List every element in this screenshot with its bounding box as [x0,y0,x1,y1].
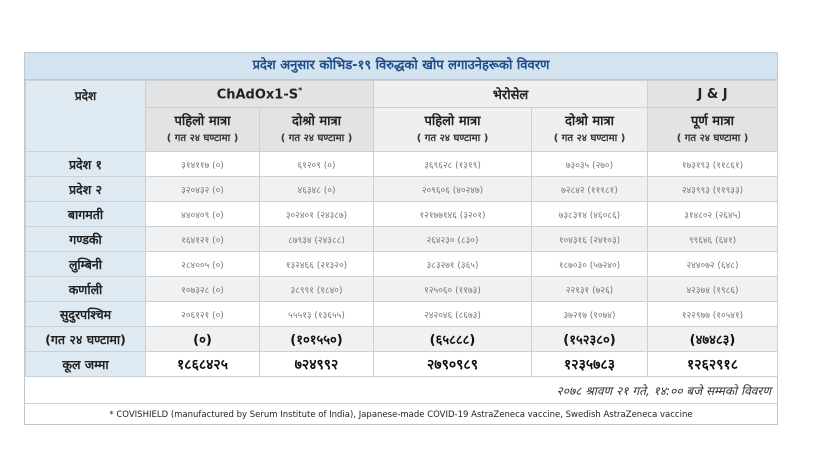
table-cell: (४७४८३) [648,327,778,352]
table-cell: १६४१२१ (०) [146,227,260,252]
province-name: सुदुरपश्चिम [26,302,146,327]
table-cell: २७९०९८९ [374,352,532,377]
table-cell: ३७२१७ (१०७४) [532,302,648,327]
table-cell: ९९६४६ (६४१) [648,227,778,252]
table-cell: २०६१२१ (०) [146,302,260,327]
table-cell: (६५८८८) [374,327,532,352]
header-row-groups [26,81,778,108]
province-name: गण्डकी [26,227,146,252]
table-cell: ६१२०९ (०) [260,152,374,177]
province-name: प्रदेश १ [26,152,146,177]
table-cell: १७३१९३ (११८६१) [648,152,778,177]
province-header: प्रदेश [26,81,146,152]
chadox-second-dose-header: दोश्रो मात्रा ( गत २४ घण्टामा ) [260,108,374,152]
verocell-first-dose-header: पहिलो मात्रा ( गत २४ घण्टामा ) [374,108,532,152]
last-24-hours-row [26,327,778,352]
table-row [26,202,778,227]
table-cell: १८७०३० (५७२४०) [532,252,648,277]
table-cell: १२३५७८३ [532,352,648,377]
table-cell: १८६८४२५ [146,352,260,377]
table-cell: २४३९९३ (११९३३) [648,177,778,202]
table-cell: ४४०४०९ (०) [146,202,260,227]
jj-header: J & J [648,81,778,108]
table-cell: ३८३२७१ (३६५) [374,252,532,277]
table-cell: ७२८४२ (१११८१) [532,177,648,202]
table-cell: १३२४६६ (२१३२०) [260,252,374,277]
table-title: प्रदेश अनुसार कोभिड-१९ विरुद्धको खोप लगाउनेहरूको विवरण [25,53,777,80]
vaccination-table-frame [24,52,778,425]
footnote: * COVISHIELD (manufactured by Serum Institute of India), Japanese-made COVID-19 AstraZeneca vaccine, Swedish AstraZeneca vaccine [25,403,777,426]
table-cell: ७३०३५ (२७०) [532,152,648,177]
table-row [26,227,778,252]
chadox-first-dose-header: पहिलो मात्रा ( गत २४ घण्टामा ) [146,108,260,152]
table-row [26,302,778,327]
table-cell: ७३८३१४ (४६०८६) [532,202,648,227]
table-cell: २८४००५ (०) [146,252,260,277]
table-cell: ७२४९९२ [260,352,374,377]
last-24-hours-label: (गत २४ घण्टामा) [26,327,146,352]
table-cell: (१०१५५०) [260,327,374,352]
table-cell: (१५२३८०) [532,327,648,352]
table-cell: १२५०६० (११७३) [374,277,532,302]
table-row [26,252,778,277]
table-cell: ४२३७४ (१९८६) [648,277,778,302]
table-cell: २४२०४६ (८६७३) [374,302,532,327]
chadox-header: ChAdOx1-S* [146,81,374,108]
table-cell: २०९६०६ (४०२४७) [374,177,532,202]
table-cell: ३१४११७ (०) [146,152,260,177]
table-row [26,177,778,202]
table-row [26,277,778,302]
verocell-header: भेरोसेल [374,81,648,108]
province-name: बागमती [26,202,146,227]
table-cell: ८७९३४ (२४३८८) [260,227,374,252]
table-cell: (०) [146,327,260,352]
table-cell: ५५५१३ (१३६५५) [260,302,374,327]
province-name: प्रदेश २ [26,177,146,202]
total-label: कूल जम्मा [26,352,146,377]
table-cell: २२१३१ (७२६) [532,277,648,302]
province-name: कर्णाली [26,277,146,302]
table-cell: १०४३१६ (२४१०३) [532,227,648,252]
table-cell: १०७३२८ (०) [146,277,260,302]
total-row [26,352,778,377]
table-cell: ३१४८०२ (२६४५) [648,202,778,227]
table-cell: २४४०७२ (६४८) [648,252,778,277]
table-cell: १२६२९१८ [648,352,778,377]
table-cell: ४६३४८ (०) [260,177,374,202]
table-cell: १२२९७७ (१०५४१) [648,302,778,327]
table-cell: ३२०४३२ (०) [146,177,260,202]
table-row [26,152,778,177]
table-cell: २६४२३० (८३०) [374,227,532,252]
table-cell: १२१७७१४६ (३२०१) [374,202,532,227]
verocell-second-dose-header: दोश्रो मात्रा ( गत २४ घण्टामा ) [532,108,648,152]
table-cell: ३०२४०१ (२४३८७) [260,202,374,227]
vaccination-table [25,80,778,377]
table-cell: ३६९६२८ (१३१९) [374,152,532,177]
date-note: २०७८ श्रावण २१ गते, १४:०० बजे सम्मको विवरण [556,384,771,398]
province-name: लुम्बिनी [26,252,146,277]
jj-full-dose-header: पूर्ण मात्रा ( गत २४ घण्टामा ) [648,108,778,152]
table-cell: ३८९९१ (१८४०) [260,277,374,302]
